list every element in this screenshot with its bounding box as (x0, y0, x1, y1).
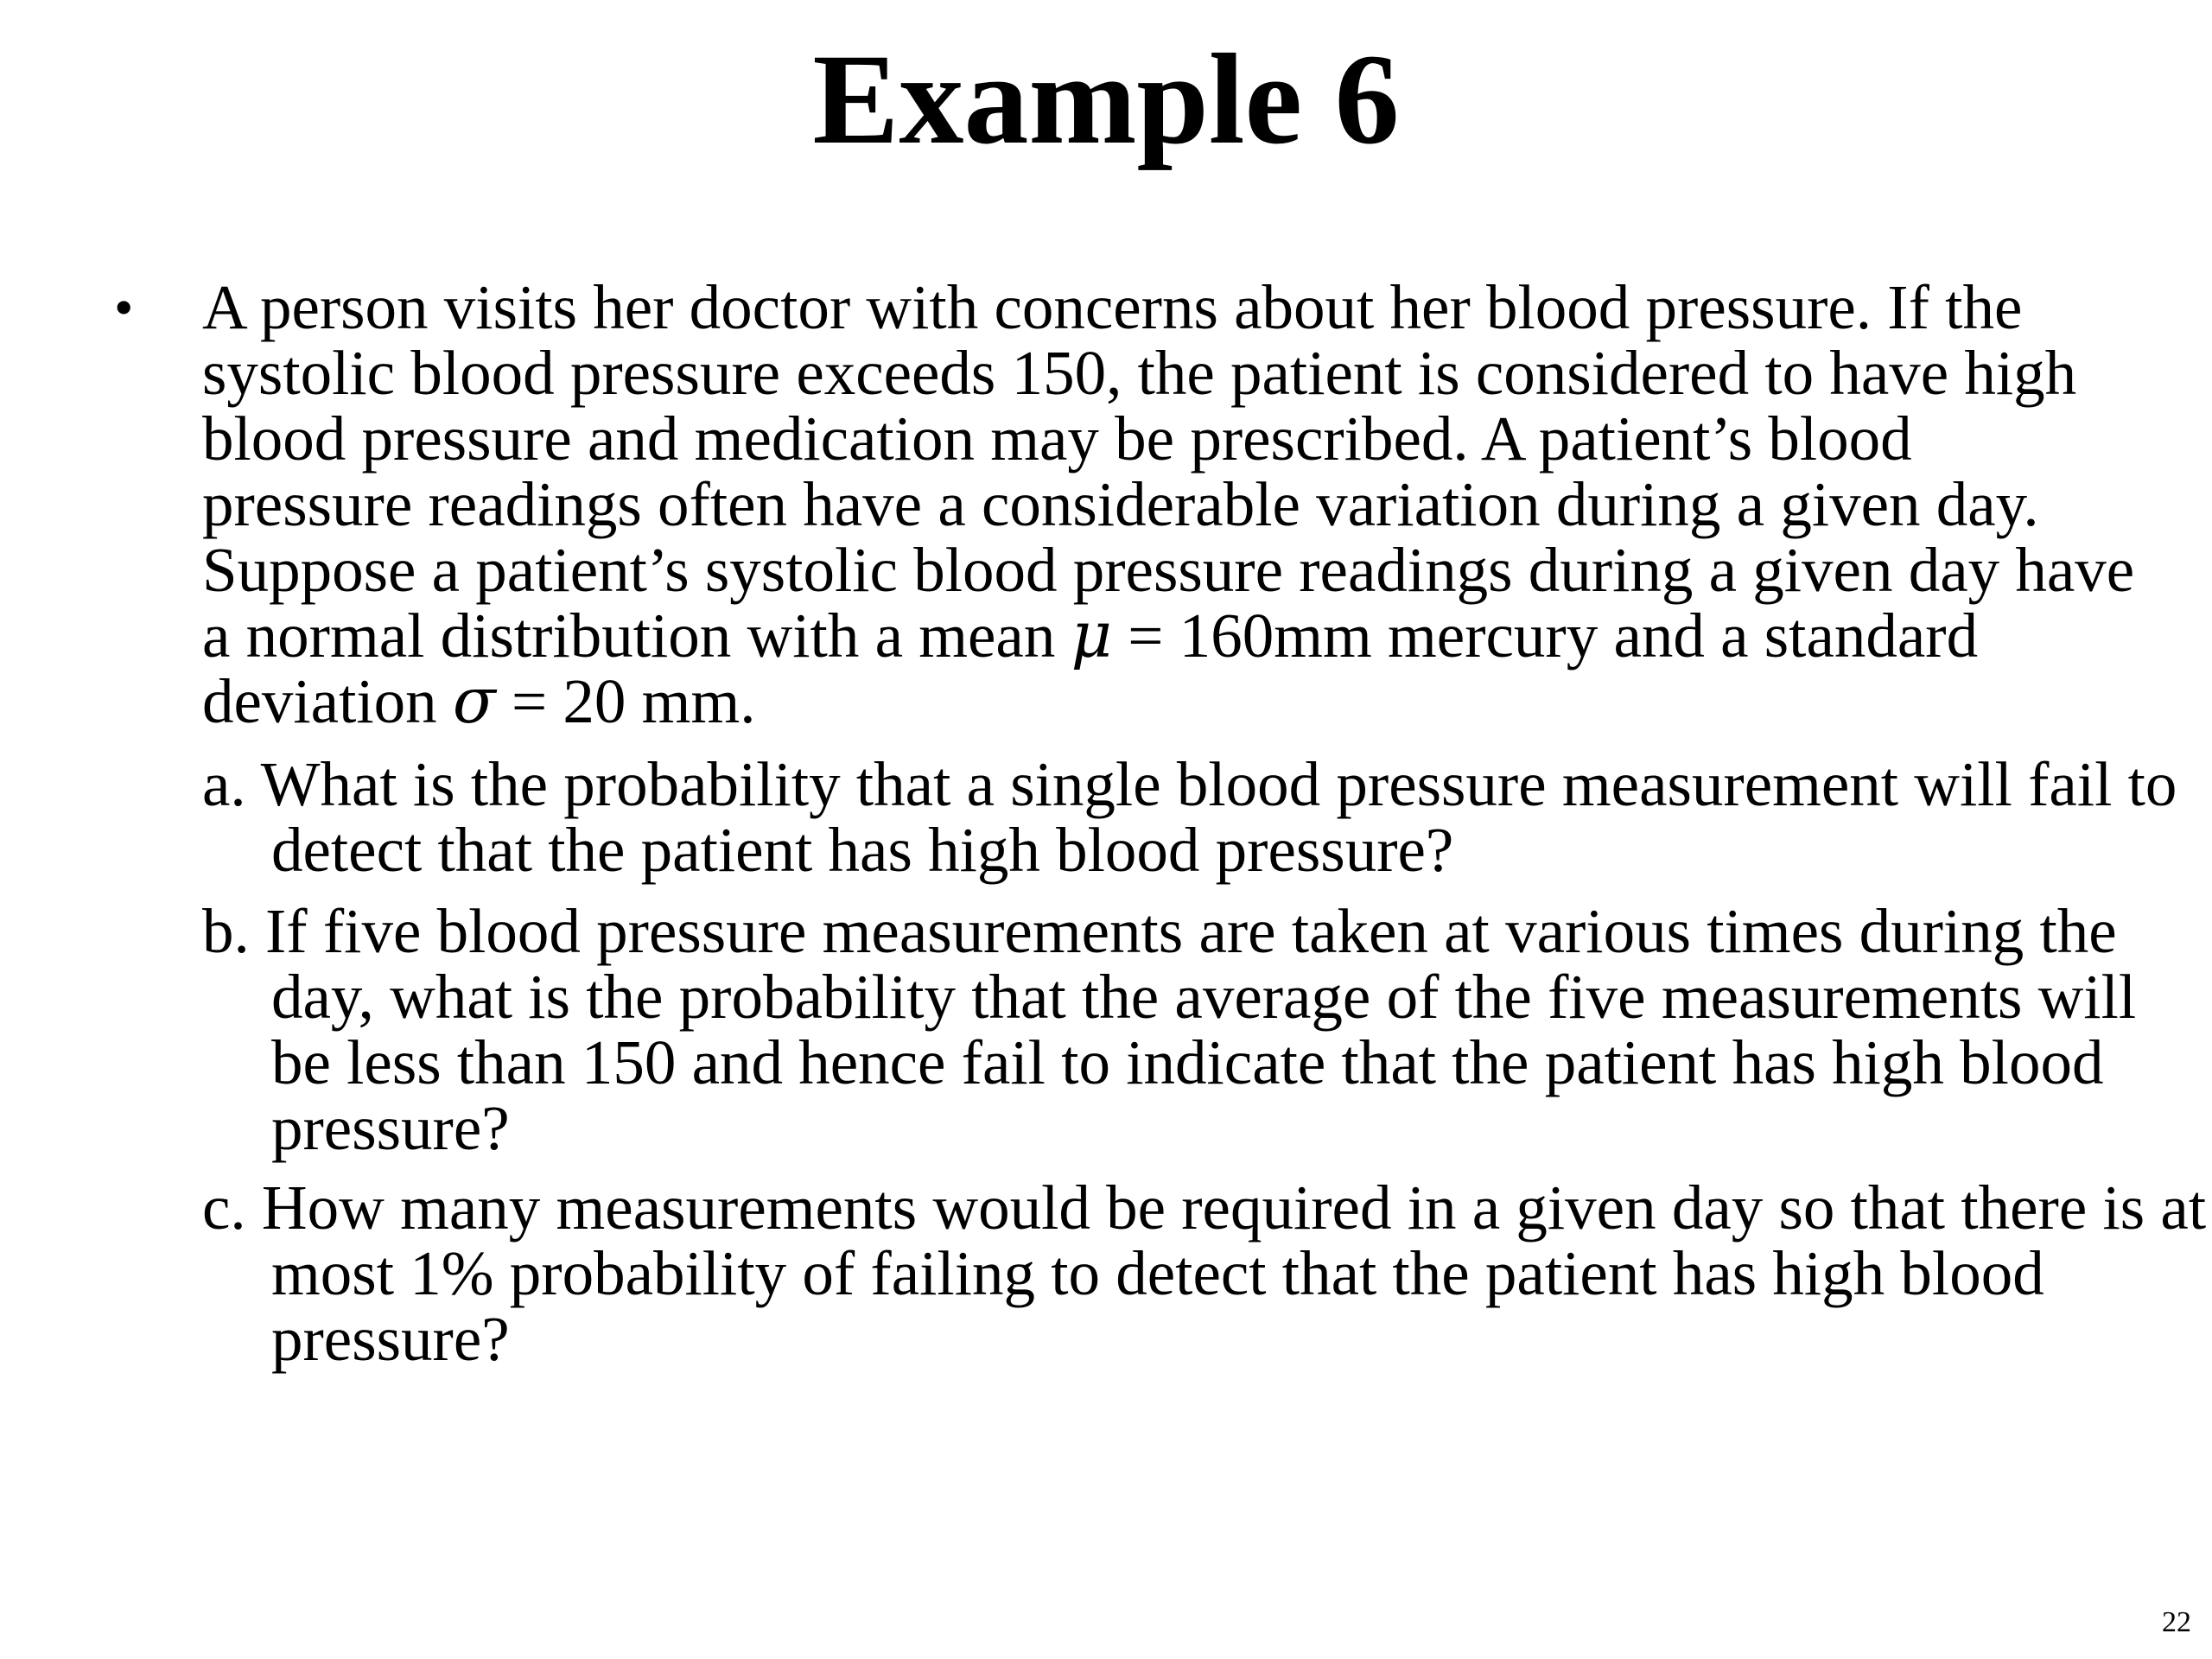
page-number: 22 (2162, 1606, 2191, 1638)
problem-text: A person visits her doctor with concerns about her blood pressure. If the systolic blood pressure exceeds 150, the patient is considered to have high blood pressure and medication may be prescribed. A patient’s blood pressure readings often have a considerable variation during a given day. Suppose a patient’s systolic blood pressure readings during a given day have a normal distribution with a mean (202, 272, 2135, 671)
slide-title: Example 6 (812, 28, 1400, 171)
question-a (202, 749, 2207, 885)
question-label: c. (202, 1173, 246, 1243)
question-text: What is the probability that a single blood pressure measurement will fail to detect that the patient has high blood pressure? (245, 749, 2177, 885)
question-b (202, 896, 2207, 1163)
question-label: b. (202, 896, 250, 966)
problem-statement (202, 272, 2138, 738)
mean-text: = 160mm mercury and a standard deviation (202, 601, 1979, 736)
sigma-symbol: σ (452, 664, 496, 738)
bullet-point: • (114, 276, 134, 338)
mu-symbol: μ (1071, 599, 1113, 672)
question-text: How many measurements would be required in a given day so that there is at most 1% probability of failing to detect that the patient has high blood pressure? (245, 1173, 2207, 1374)
question-label: a. (202, 749, 246, 819)
sd-text: = 20 mm. (495, 666, 756, 736)
question-c (202, 1175, 2207, 1372)
question-text: If five blood pressure measurements are taken at various times during the day, what is the probability that the average of the five measurements will be less than 150 and hence fail to indicate that the patient has high blood pressure? (249, 896, 2137, 1163)
